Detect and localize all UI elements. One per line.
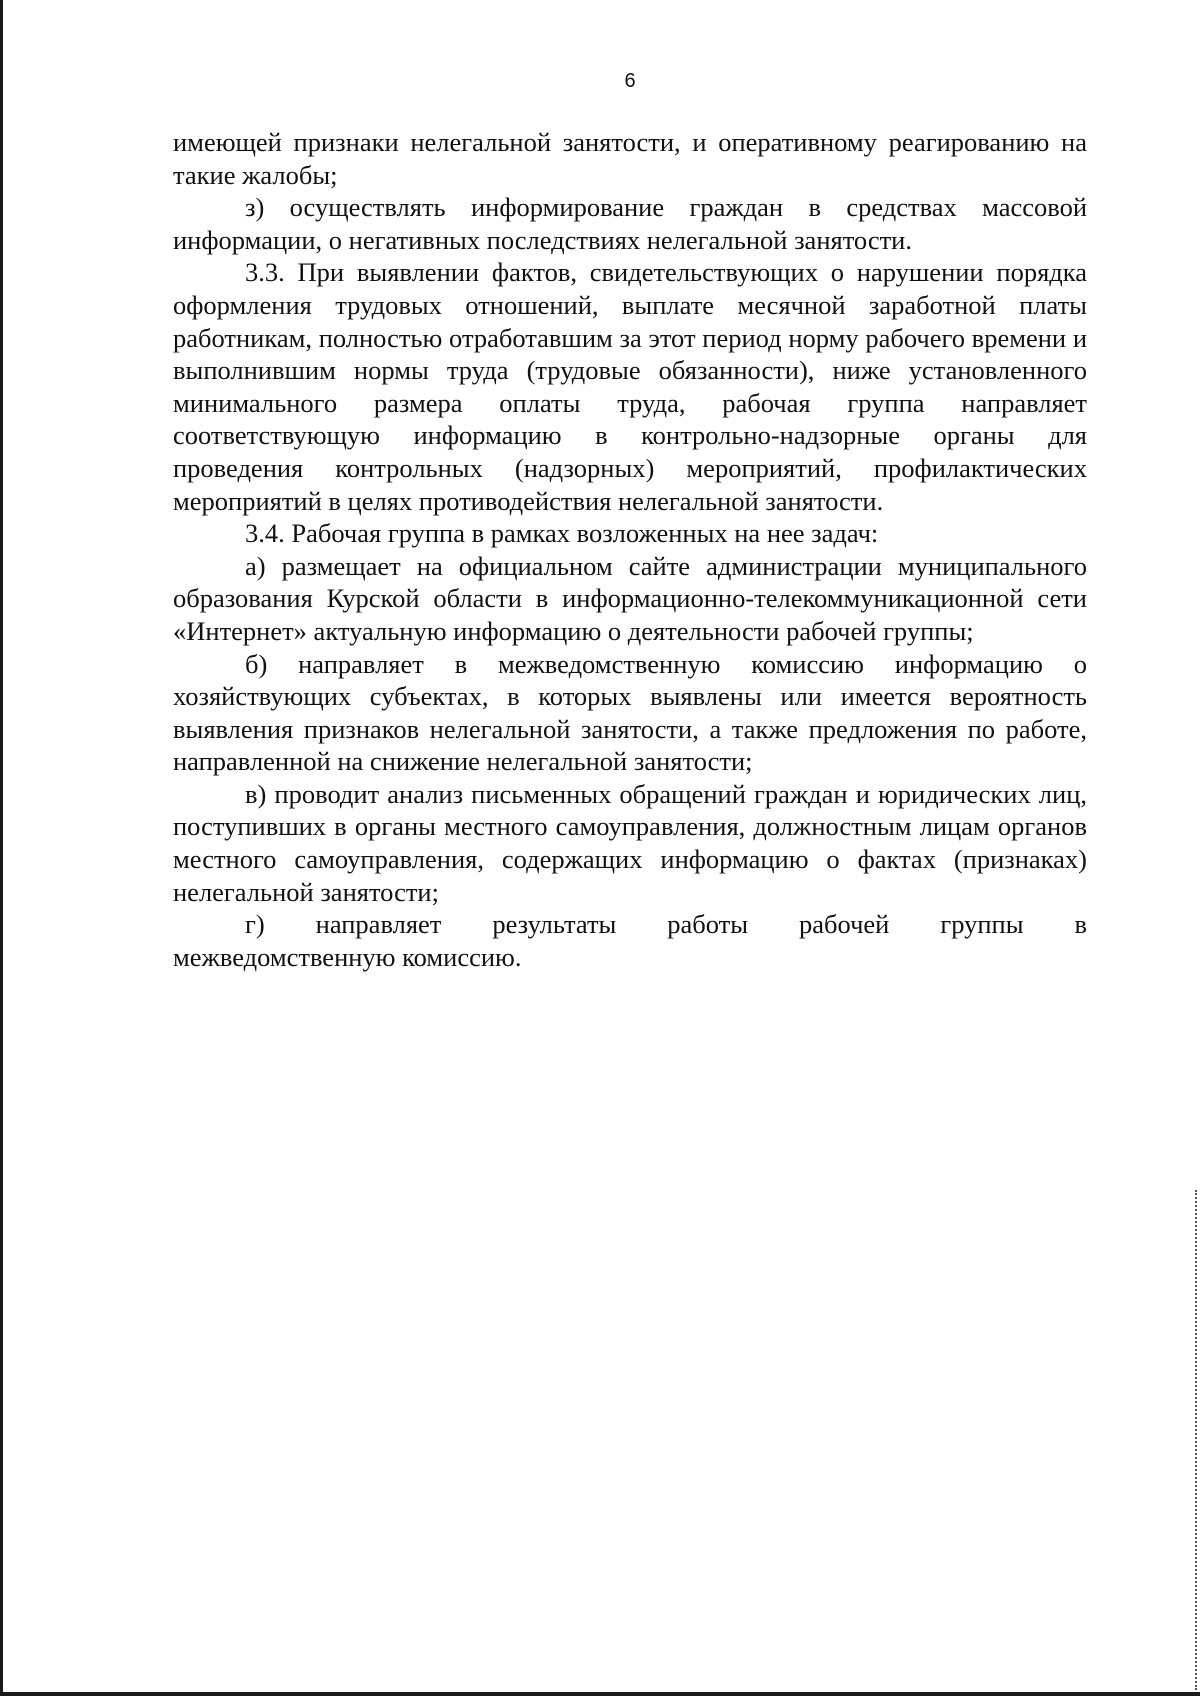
scan-border-bottom [0, 1692, 1200, 1696]
scan-edge-right [1195, 1190, 1200, 1690]
document-page [173, 66, 1087, 973]
paragraph-item-v: в) проводит анализ письменных обращений граждан и юридических лиц, поступивших в органы местного самоуправления, должностным лицам органов местного самоуправления, содержащих информацию о фактах (признаках) нелегальной занятости; [173, 778, 1087, 907]
paragraph-3-4: 3.4. Рабочая группа в рамках возложенных на нее задач: [245, 518, 879, 549]
scan-border-left [0, 0, 3, 1696]
paragraph-item-g-line2: межведомственную комиссию. [173, 941, 522, 972]
paragraph-item-g-line1: г) направляет результаты работы рабочей группы в [245, 909, 1087, 940]
paragraph-3-3: 3.3. При выявлении фактов, свидетельствующих о нарушении порядка оформления трудовых отношений, выплате месячной заработной платы работникам, полностью отработавшим за этот период норму рабочего времени и выполнившим нормы труда (трудовые обязанности), ниже установленного минимального размера оплаты труда, рабочая группа направляет соответствующую информацию в контрольно-надзорные органы для проведения контрольных (надзорных) мероприятий, профилактических мероприятий в целях противодействия нелегальной занятости. [173, 257, 1087, 516]
paragraph-item-a: а) размещает на официальном сайте администрации муниципального образования Курской области в информационно-телекоммуникационной сети «Интернет» актуальную информацию о деятельности рабочей группы; [173, 550, 1087, 646]
paragraph-item-b: б) направляет в межведомственную комиссию информацию о хозяйствующих субъектах, в которых выявлены или имеется вероятность выявления признаков нелегальной занятости, а также предложения по работе, направленной на снижение нелегальной занятости; [173, 648, 1087, 777]
paragraph-continuation: имеющей признаки нелегальной занятости, и оперативному реагированию на такие жалобы; [173, 127, 1087, 190]
page-number: 6 [624, 70, 636, 92]
paragraph-item-z: з) осуществлять информирование граждан в средствах массовой информации, о негативных последствиях нелегальной занятости. [173, 192, 1087, 255]
